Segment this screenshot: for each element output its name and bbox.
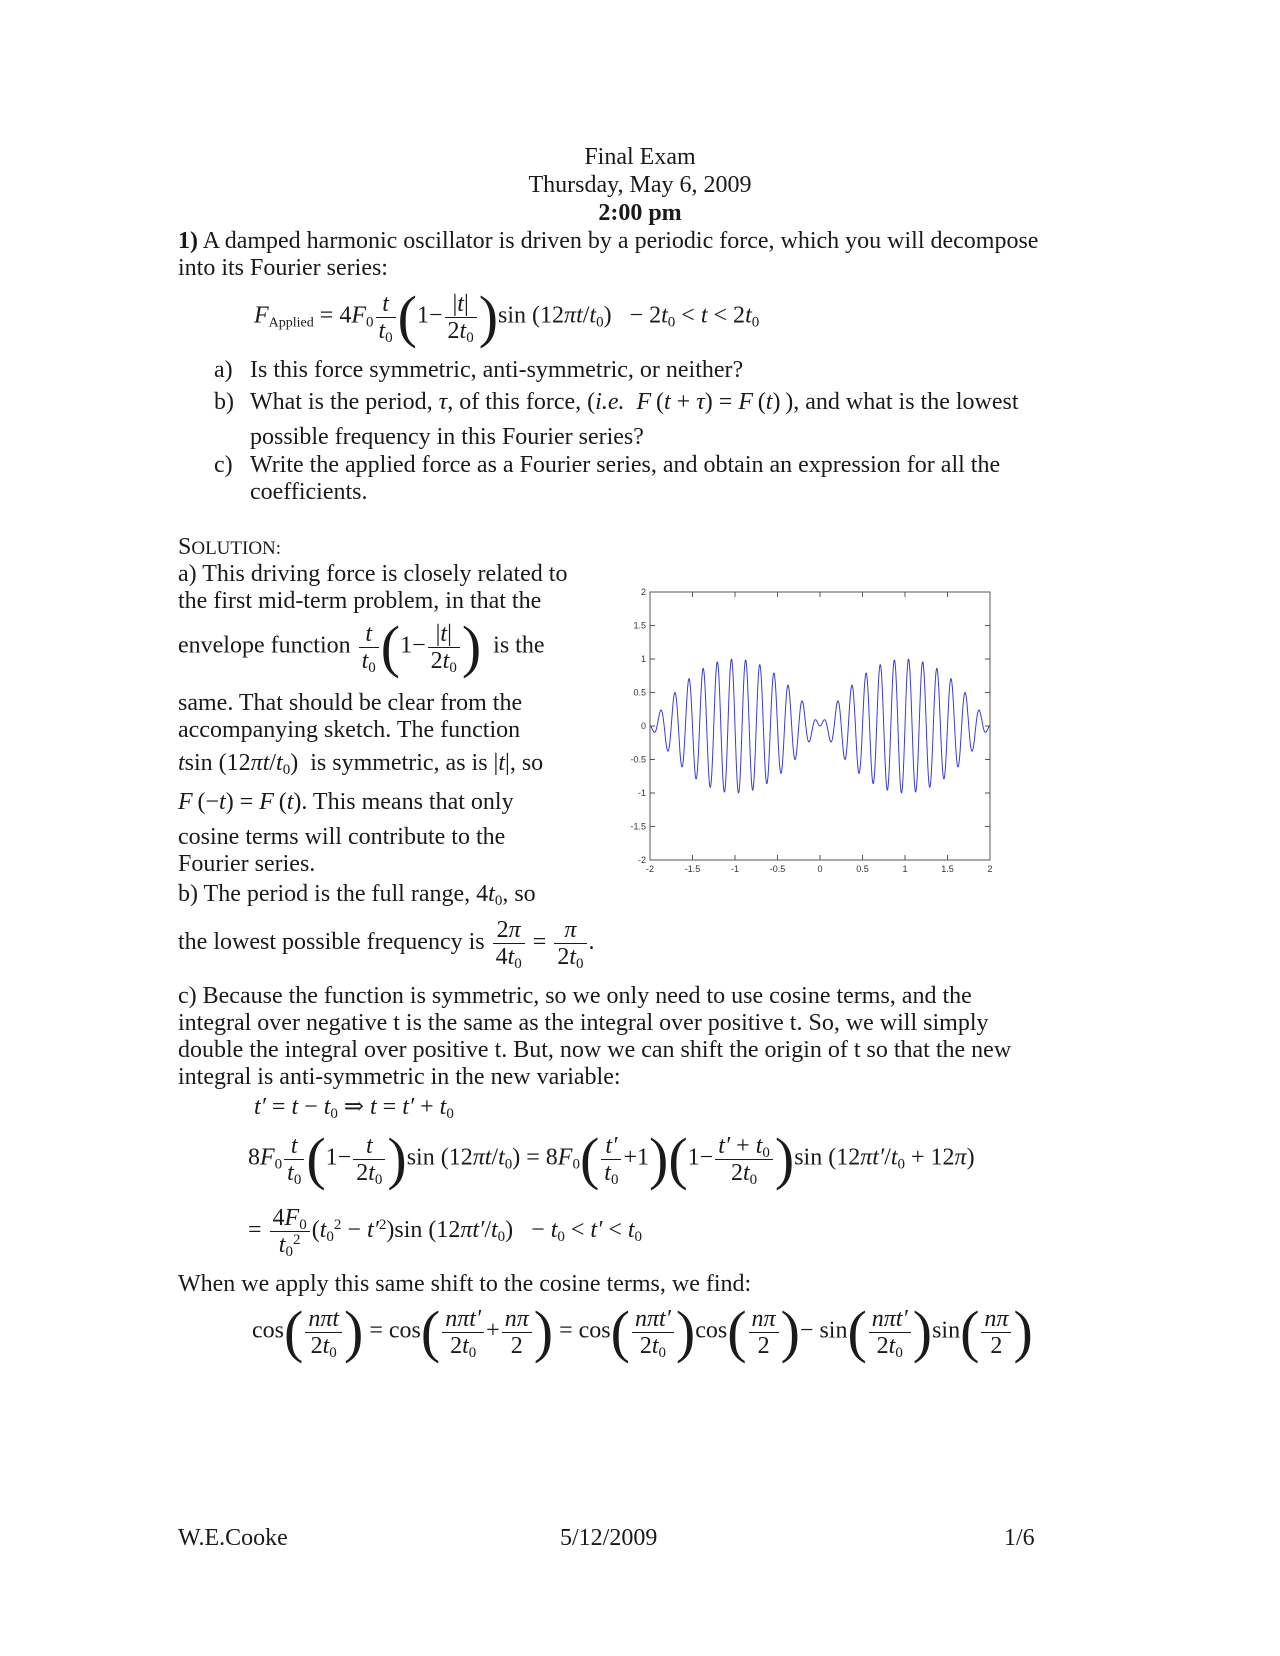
envelope-chart — [615, 580, 1005, 880]
chart-series-line — [650, 659, 990, 793]
question-c-line1: Write the applied force as a Fourier series, and obtain an expression for all the — [250, 452, 1001, 478]
chart-ytick-label: 1 — [640, 654, 646, 664]
question-c-line2: coefficients. — [250, 479, 368, 505]
question-b-label: b) — [214, 389, 234, 415]
chart-xtick-label: 0 — [817, 864, 823, 874]
solution-heading: SOLUTION: — [178, 534, 282, 560]
problem-intro-line1: A damped harmonic oscillator is driven by a periodic force, which you will decompose — [202, 228, 1039, 254]
solution-a-line6: tsin $(12\pi t/t_0)$ is symmetric, as is |t|, so — [178, 750, 544, 778]
equation-shifted-force: $8F_0$ $\frac{t}{t_0}$ (1− $\frac{t}{2t_0}$ )sin $(12\pi t/t_0) = 8F_0$( $\frac{t'}{t_0}$ +1)(1− $\frac{t' + t_0}{2t_0}$ )sin $(12\pi t'/t_0 + 12\pi)$ — [248, 1126, 975, 1191]
chart-xtick-label: 0.5 — [856, 864, 869, 874]
solution-a-line3: envelope function $\frac{t}{t_0}$ (1− $\frac{|t|}{2t_0}$ ) is the — [178, 614, 545, 679]
solution-b-line1: b) The period is the full range, $4t_0$, so — [178, 881, 536, 909]
exam-title: Final Exam — [584, 144, 696, 170]
question-b: What is the period, τ, of this force, (i.e. F (t + τ) = F (t) ), and what is the lowest — [250, 389, 1019, 415]
chart-ytick-label: 1.5 — [633, 620, 646, 631]
chart-xtick-label: 1 — [902, 864, 908, 874]
equation-applied-force: $F_{Applied} = 4F_0$ $\frac{t}{t_0}$ (1− $\frac{|t|}{2t_0}$ )sin $(12\pi t/t_0) - 2t_0 < t < 2t_0$ — [254, 284, 760, 349]
chart-ytick-label: -1 — [637, 788, 646, 798]
equation-shifted-result: = $\frac{4F_0}{t_0^2}$ $(t_0^2 - t'^2)\sin$ $(12\pi t'/t_0) - t_0 < t' < t_0$ — [248, 1205, 643, 1260]
chart-ytick-label: -1.5 — [630, 821, 646, 832]
solution-c-line1: c) Because the function is symmetric, so we only need to use cosine terms, and the — [178, 983, 972, 1009]
solution-c-line4: integral is anti-symmetric in the new variable: — [178, 1064, 621, 1090]
chart-ytick-label: -2 — [637, 855, 646, 865]
equation-cosine-shift: cos( $\frac{\text{nπt}}{2t_0}$ ) = cos( $\frac{\text{nπt′}}{2t_0}$ + $\frac{n\pi}{2}$ ) = cos( $\frac{\text{nπt′}}{2t_0}$ )cos( $\frac{n\pi}{2}$ )− sin( $\frac{\text{nπt′}}{2t_0}$ )sin( $\frac{n\pi}{2}$ ) — [252, 1299, 1033, 1364]
exam-date: Thursday, May 6, 2009 — [528, 172, 752, 198]
solution-c-line3: double the integral over positive t. But, now we can shift the origin of t so that the new — [178, 1037, 1012, 1063]
problem-intro — [178, 227, 1058, 256]
chart-xtick-label: 2 — [987, 864, 993, 874]
question-a: Is this force symmetric, anti-symmetric, or neither? — [250, 357, 744, 383]
chart-ytick-label: 0 — [640, 721, 646, 731]
question-b-text1: What is the period, — [250, 389, 433, 415]
question-b-text3: ), and what is the lowest — [785, 389, 1019, 415]
problem-number: 1) — [178, 228, 198, 254]
solution-a-line5: accompanying sketch. The function — [178, 717, 521, 743]
footer-author: W.E.Cooke — [178, 1525, 288, 1551]
question-c-label: c) — [214, 452, 233, 478]
solution-a-line1: a) This driving force is closely related to — [178, 561, 568, 587]
problem-intro-line2: into its Fourier series: — [178, 255, 388, 281]
chart-ytick-label: 2 — [640, 587, 646, 597]
footer-page: 1/6 — [1004, 1525, 1035, 1551]
chart-xtick-label: -2 — [645, 864, 655, 874]
solution-c-line5: When we apply this same shift to the cosine terms, we find: — [178, 1271, 752, 1297]
solution-a-line4: same. That should be clear from the — [178, 690, 523, 716]
solution-a-line8: cosine terms will contribute to the — [178, 824, 506, 850]
solution-b-line2: the lowest possible frequency is $\frac{2\pi}{4t_0}$ = $\frac{\pi}{2t_0}$ . — [178, 917, 595, 972]
solution-a-line7: F (−t) = F (t). This means that only — [178, 789, 514, 815]
solution-a-line9: Fourier series. — [178, 851, 316, 877]
question-b-text2: , of this force, ( — [447, 389, 596, 415]
question-b-ie: i.e. — [595, 389, 625, 415]
exam-time: 2:00 pm — [598, 200, 682, 226]
chart-ytick-label: -0.5 — [630, 754, 646, 765]
question-a-label: a) — [214, 357, 233, 383]
solution-c-line2: integral over negative t is the same as the integral over positive t. So, we will simply — [178, 1010, 989, 1036]
chart-xtick-label: -1.5 — [684, 864, 701, 874]
footer-date: 5/12/2009 — [560, 1525, 658, 1551]
chart-xtick-label: -1 — [730, 864, 740, 874]
chart-xtick-label: 1.5 — [941, 864, 954, 874]
question-b-line2: possible frequency in this Fourier series? — [250, 424, 644, 450]
chart-ytick-label: 0.5 — [633, 687, 646, 698]
chart-xtick-label: -0.5 — [769, 864, 786, 874]
solution-a-line2: the first mid-term problem, in that the — [178, 588, 542, 614]
equation-shift: $t' = t - t_0$ ⇒ $t = t' + t_0$ — [254, 1094, 454, 1122]
